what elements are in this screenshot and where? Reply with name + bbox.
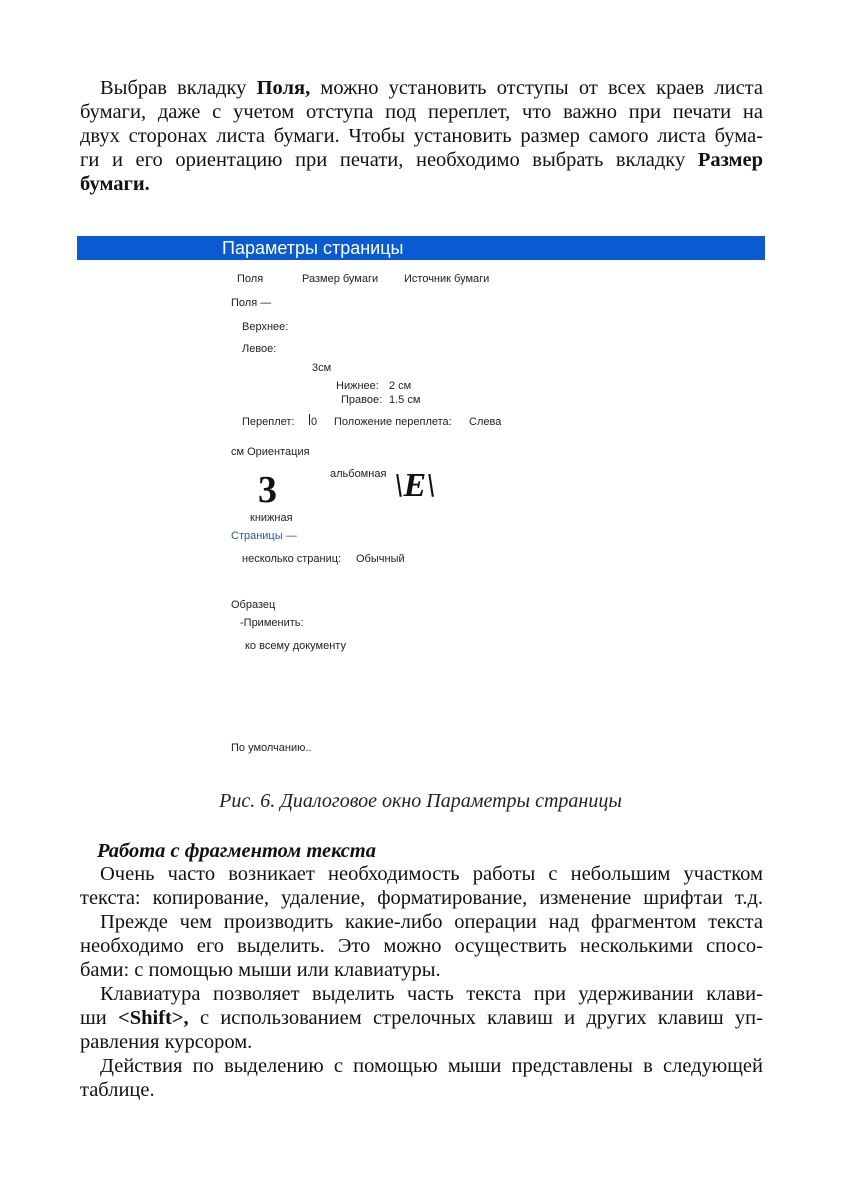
apply-label: -Применить: [240,617,304,629]
orientation-label: см Ориентация [231,446,310,458]
text-line: Очень часто возникает необходимость работы с небольшим участком [100,863,763,885]
margins-group-label: Поля — [231,297,272,309]
text-line: равления курсором. [80,1031,253,1053]
left-margin-label: Левое: [242,343,277,355]
dialog-title: Параметры страницы [222,238,404,258]
top-margin-label: Верхнее: [242,321,289,333]
bold-term: Поля, [256,77,311,99]
text-line: Выбрав вкладку Поля, можно установить отступы от всех краев листа [100,77,763,99]
left-margin-input[interactable]: 3см [312,362,332,374]
bottom-margin-input[interactable]: 2 см [389,380,412,392]
text-line: Действия по выделению с помощью мыши представлены в следующей [100,1055,763,1077]
bottom-margin-label: Нижнее: [336,380,379,392]
text-line: таблице. [80,1079,155,1101]
gutter-position-label: Положение переплета: [334,416,452,428]
figure-caption: Рис. 6. Диалоговое окно Параметры страницы [219,790,622,812]
tab-paper-size[interactable]: Размер бумаги [302,273,379,285]
right-margin-label: Правое: [341,394,383,406]
text-line: бами: с помощью мыши или клавиатуры. [80,959,441,981]
multiple-pages-label: несколько страниц: [242,553,342,565]
dialog-title-bar [77,236,765,260]
tab-margins[interactable]: Поля [237,273,264,285]
bold-term: Размер [697,149,763,171]
tab-paper-source[interactable]: Источник бумаги [404,273,490,285]
right-margin-input[interactable]: 1.5 см [389,394,421,406]
text-line: необходимо его выделить. Это можно осуществить несколькими спосо- [80,935,763,957]
text-line: Прежде чем производить какие-либо операции над фрагментом текста [100,911,763,933]
text-line: Клавиатура позволяет выделить часть текста при удерживании клави- [100,983,763,1005]
text-cursor [309,414,310,425]
landscape-label[interactable]: альбомная [330,468,387,480]
gutter-input[interactable]: 0 [311,416,318,428]
bold-term: бумаги. [80,173,150,195]
landscape-icon[interactable]: \E\ [394,467,436,504]
text-line: двух сторонах листа бумаги. Чтобы установить размер самого листа бума- [80,125,763,147]
portrait-label[interactable]: книжная [250,512,293,524]
apply-select[interactable]: ко всему документу [245,640,346,652]
section-title: Работа с фрагментом текста [97,840,377,862]
bold-term: <Shift>, [118,1007,189,1029]
text-line: ши <Shift>, с использованием стрелочных клавиш и других клавиш уп- [80,1007,763,1029]
gutter-position-select[interactable]: Слева [469,416,502,428]
text-line: текста: копирование, удаление, форматирование, изменение шрифтаи т.д. [80,887,763,909]
section-body [80,862,763,1102]
default-button[interactable]: По умолчанию.. [231,742,312,754]
multiple-pages-select[interactable]: Обычный [356,553,405,565]
text-line: ги и его ориентацию при печати, необходимо выбрать вкладку Размер [80,149,763,171]
portrait-icon[interactable]: 3 [258,469,277,511]
pages-group-label: Страницы — [231,530,297,542]
sample-label: Образец [231,599,276,611]
gutter-label: Переплет: [242,416,295,428]
text-line: бумаги, даже с учетом отступа под переплет, что важно при печати на [80,101,763,123]
intro-paragraph [80,76,763,196]
text-line [80,172,763,196]
